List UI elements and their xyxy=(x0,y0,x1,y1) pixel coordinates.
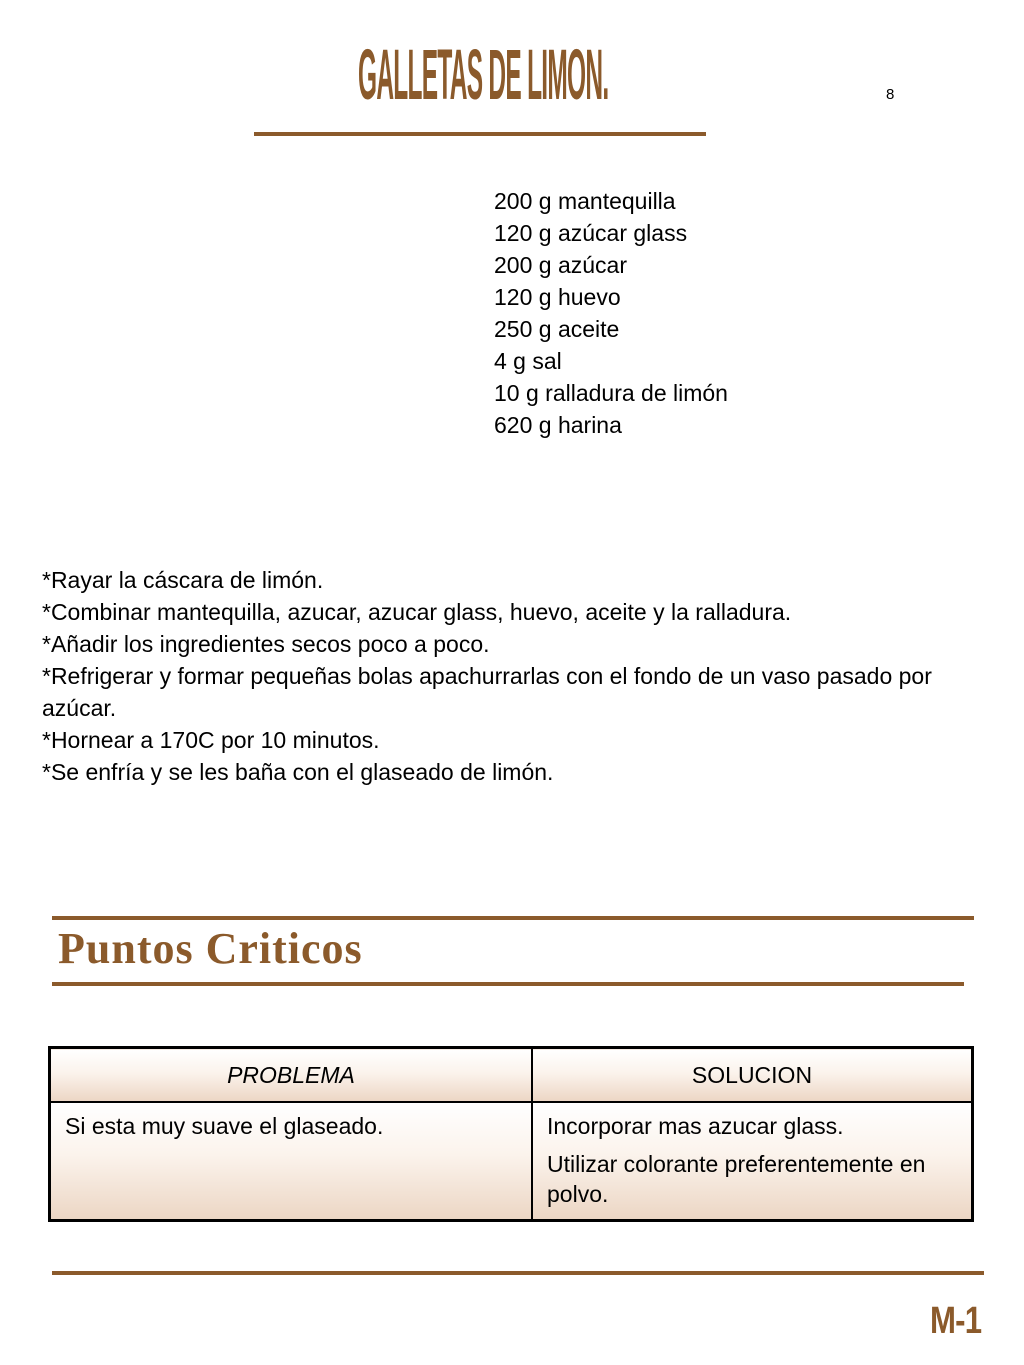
ingredient-item: 200 g mantequilla xyxy=(494,188,676,214)
section-rule-bottom xyxy=(52,982,964,986)
step-item: *Añadir los ingredientes secos poco a poco. xyxy=(42,631,490,657)
section-title: Puntos Criticos xyxy=(58,924,363,973)
step-item: *Combinar mantequilla, azucar, azucar glass, huevo, aceite y la ralladura. xyxy=(42,599,792,625)
recipe-title-text: GALLETAS DE LIMON. xyxy=(358,36,609,116)
ingredient-item: 200 g azúcar xyxy=(494,252,627,278)
ingredient-list xyxy=(494,185,728,441)
ingredient-item: 120 g azúcar glass xyxy=(494,220,688,246)
step-item: *Rayar la cáscara de limón. xyxy=(42,567,324,593)
recipe-title xyxy=(358,34,609,118)
step-item: *Hornear a 170C por 10 minutos. xyxy=(42,727,380,753)
ingredient-item: 4 g sal xyxy=(494,348,562,374)
problem-text: Si esta muy suave el glaseado. xyxy=(65,1113,384,1139)
page-number: 8 xyxy=(886,86,895,103)
ingredient-item: 120 g huevo xyxy=(494,284,621,310)
footer-rule xyxy=(52,1271,984,1275)
table-header-row xyxy=(50,1048,973,1103)
ingredient-item: 250 g aceite xyxy=(494,316,620,342)
step-item: *Se enfría y se les baña con el glaseado de limón. xyxy=(42,759,554,785)
solution-text: Incorporar mas azucar glass. xyxy=(547,1113,844,1139)
table-row xyxy=(50,1102,973,1221)
critical-points-table xyxy=(48,1046,974,1222)
problem-cell xyxy=(50,1102,533,1221)
page-code: M-1 xyxy=(930,1300,982,1342)
solution-text: Utilizar colorante preferentemente en polvo. xyxy=(547,1151,926,1207)
solution-cell xyxy=(532,1102,973,1221)
preparation-steps xyxy=(42,564,952,788)
title-underline xyxy=(254,132,706,136)
step-item: *Refrigerar y formar pequeñas bolas apachurrarlas con el fondo de un vaso pasado por azúcar. xyxy=(42,663,932,721)
column-header-problem: PROBLEMA xyxy=(50,1048,533,1103)
column-header-solution: SOLUCION xyxy=(532,1048,973,1103)
ingredient-item: 10 g ralladura de limón xyxy=(494,380,728,406)
ingredient-item: 620 g harina xyxy=(494,412,622,438)
